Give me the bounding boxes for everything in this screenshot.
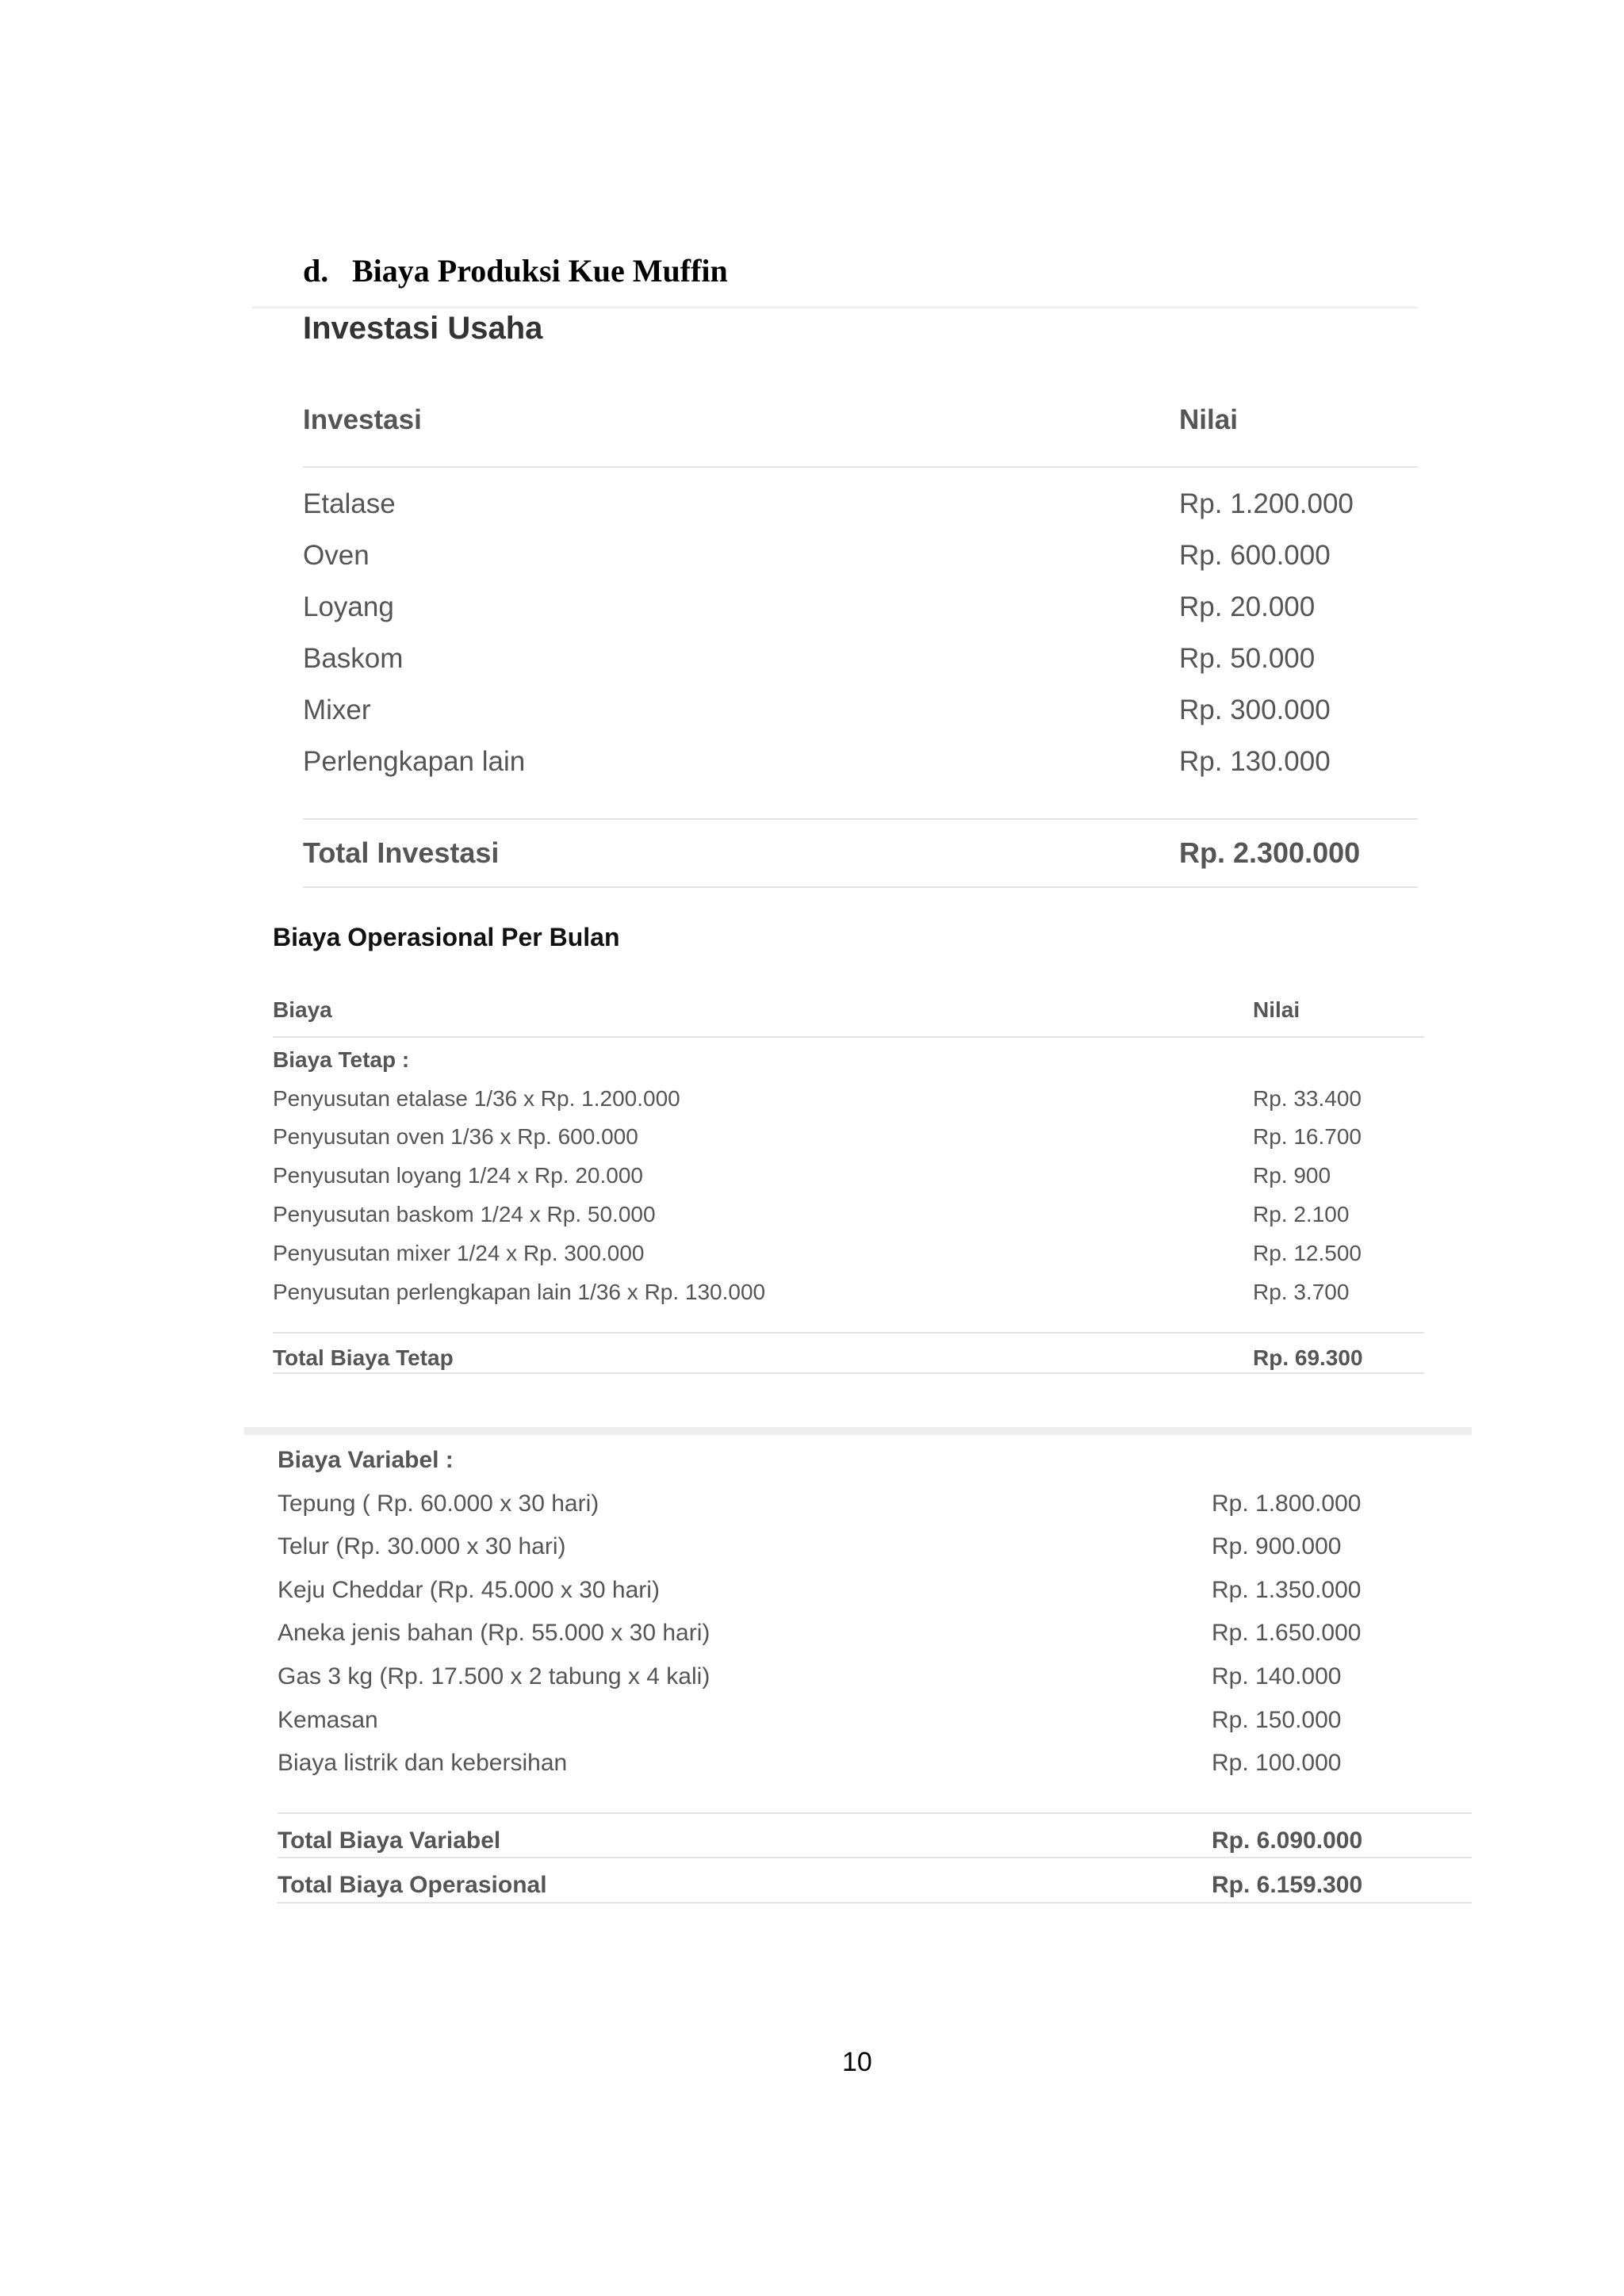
row-item: Tepung ( Rp. 60.000 x 30 hari) [278, 1490, 599, 1517]
row-item: Perlengkapan lain [303, 746, 526, 777]
row-value: Rp. 33.400 [1253, 1085, 1362, 1111]
divider [273, 1372, 1424, 1374]
section-heading [303, 252, 728, 289]
row-value: Rp. 20.000 [1179, 591, 1316, 622]
table-row [278, 1620, 1472, 1663]
screenshot-top-edge [244, 1427, 1472, 1435]
variable-cost-label [278, 1447, 1472, 1490]
table-row [278, 1577, 1472, 1621]
row-value: Rp. 150.000 [1212, 1706, 1342, 1733]
table-row [273, 1124, 1424, 1163]
table-row [278, 1750, 1472, 1793]
operasional-table [273, 997, 1424, 1374]
row-value: Rp. 300.000 [1179, 695, 1331, 725]
row-value: Rp. 600.000 [1179, 540, 1331, 571]
row-item: Penyusutan perlengkapan lain 1/36 x Rp. 130.000 [273, 1279, 766, 1304]
row-item: Penyusutan etalase 1/36 x Rp. 1.200.000 [273, 1085, 680, 1111]
table-row [273, 1086, 1424, 1125]
table-row [278, 1533, 1472, 1577]
row-item: Penyusutan mixer 1/24 x Rp. 300.000 [273, 1240, 645, 1265]
row-item: Etalase [303, 488, 396, 519]
row-value: Rp. 900.000 [1212, 1533, 1342, 1560]
row-item: Penyusutan oven 1/36 x Rp. 600.000 [273, 1124, 638, 1150]
investasi-header-row [303, 404, 1418, 466]
variable-total-row [278, 1814, 1472, 1858]
total-value: Rp. 6.159.300 [1212, 1872, 1363, 1899]
fixed-cost-label-text: Biaya Tetap : [273, 1047, 410, 1072]
total-value: Rp. 69.300 [1253, 1345, 1363, 1371]
investasi-table [303, 404, 1418, 888]
operasional-header-item: Biaya [273, 997, 332, 1022]
row-value: Rp. 1.200.000 [1179, 488, 1354, 519]
investasi-header-item: Investasi [303, 404, 422, 435]
row-value: Rp. 1.800.000 [1212, 1490, 1362, 1517]
row-value: Rp. 2.100 [1253, 1201, 1350, 1226]
table-row [278, 1707, 1472, 1751]
total-item: Total Biaya Tetap [273, 1345, 454, 1371]
row-value: Rp. 100.000 [1212, 1750, 1342, 1777]
total-item: Total Investasi [303, 836, 500, 869]
row-item: Penyusutan loyang 1/24 x Rp. 20.000 [273, 1163, 644, 1188]
table-row [273, 1241, 1424, 1280]
row-item: Kemasan [278, 1706, 378, 1733]
row-item: Loyang [303, 591, 394, 622]
table-row [303, 591, 1418, 643]
total-item: Total Biaya Operasional [278, 1872, 547, 1899]
row-item: Gas 3 kg (Rp. 17.500 x 2 tabung x 4 kali) [278, 1663, 710, 1689]
row-value: Rp. 130.000 [1179, 746, 1331, 777]
table-row [278, 1490, 1472, 1534]
table-row [303, 540, 1418, 591]
row-value: Rp. 140.000 [1212, 1663, 1342, 1689]
total-value: Rp. 6.090.000 [1212, 1827, 1363, 1854]
total-value: Rp. 2.300.000 [1179, 836, 1361, 869]
fixed-cost-label [273, 1047, 1424, 1086]
investasi-header-value: Nilai [1179, 404, 1238, 435]
investasi-title: Investasi Usaha [303, 311, 543, 346]
row-item: Baskom [303, 643, 404, 674]
investasi-total-row [303, 820, 1418, 886]
table-row [303, 746, 1418, 798]
row-value: Rp. 50.000 [1179, 643, 1316, 674]
grand-total-row [278, 1858, 1472, 1902]
operasional-title: Biaya Operasional Per Bulan [273, 923, 620, 951]
table-row [278, 1663, 1472, 1707]
investasi-rows [303, 468, 1418, 818]
operasional-header-row [273, 997, 1424, 1036]
variable-cost-table [278, 1447, 1472, 1904]
row-item: Oven [303, 540, 370, 571]
row-item: Telur (Rp. 30.000 x 30 hari) [278, 1533, 566, 1560]
table-row [303, 488, 1418, 540]
variable-cost-label-text: Biaya Variabel : [278, 1447, 454, 1473]
table-row [273, 1202, 1424, 1241]
table-row [273, 1280, 1424, 1318]
table-row [303, 643, 1418, 695]
variable-cost-rows [278, 1447, 1472, 1812]
table-row [303, 695, 1418, 746]
row-value: Rp. 900 [1253, 1163, 1331, 1188]
row-value: Rp. 16.700 [1253, 1124, 1362, 1150]
page-number: 10 [842, 2047, 872, 2077]
section-letter: d. [303, 253, 329, 289]
table-row [273, 1163, 1424, 1202]
operasional-header-value: Nilai [1253, 997, 1300, 1022]
row-item: Biaya listrik dan kebersihan [278, 1750, 568, 1777]
row-item: Penyusutan baskom 1/24 x Rp. 50.000 [273, 1201, 656, 1226]
divider [303, 886, 1418, 888]
row-item: Keju Cheddar (Rp. 45.000 x 30 hari) [278, 1576, 660, 1603]
row-value: Rp. 12.500 [1253, 1240, 1362, 1265]
fixed-cost-rows [273, 1038, 1424, 1333]
row-value: Rp. 3.700 [1253, 1279, 1350, 1304]
section-title: Biaya Produksi Kue Muffin [352, 253, 728, 289]
row-value: Rp. 1.650.000 [1212, 1620, 1362, 1647]
row-item: Mixer [303, 695, 371, 725]
fixed-total-row [273, 1334, 1424, 1372]
screenshot-top-edge [252, 306, 1418, 308]
row-item: Aneka jenis bahan (Rp. 55.000 x 30 hari) [278, 1620, 710, 1647]
row-value: Rp. 1.350.000 [1212, 1576, 1362, 1603]
total-item: Total Biaya Variabel [278, 1827, 501, 1854]
